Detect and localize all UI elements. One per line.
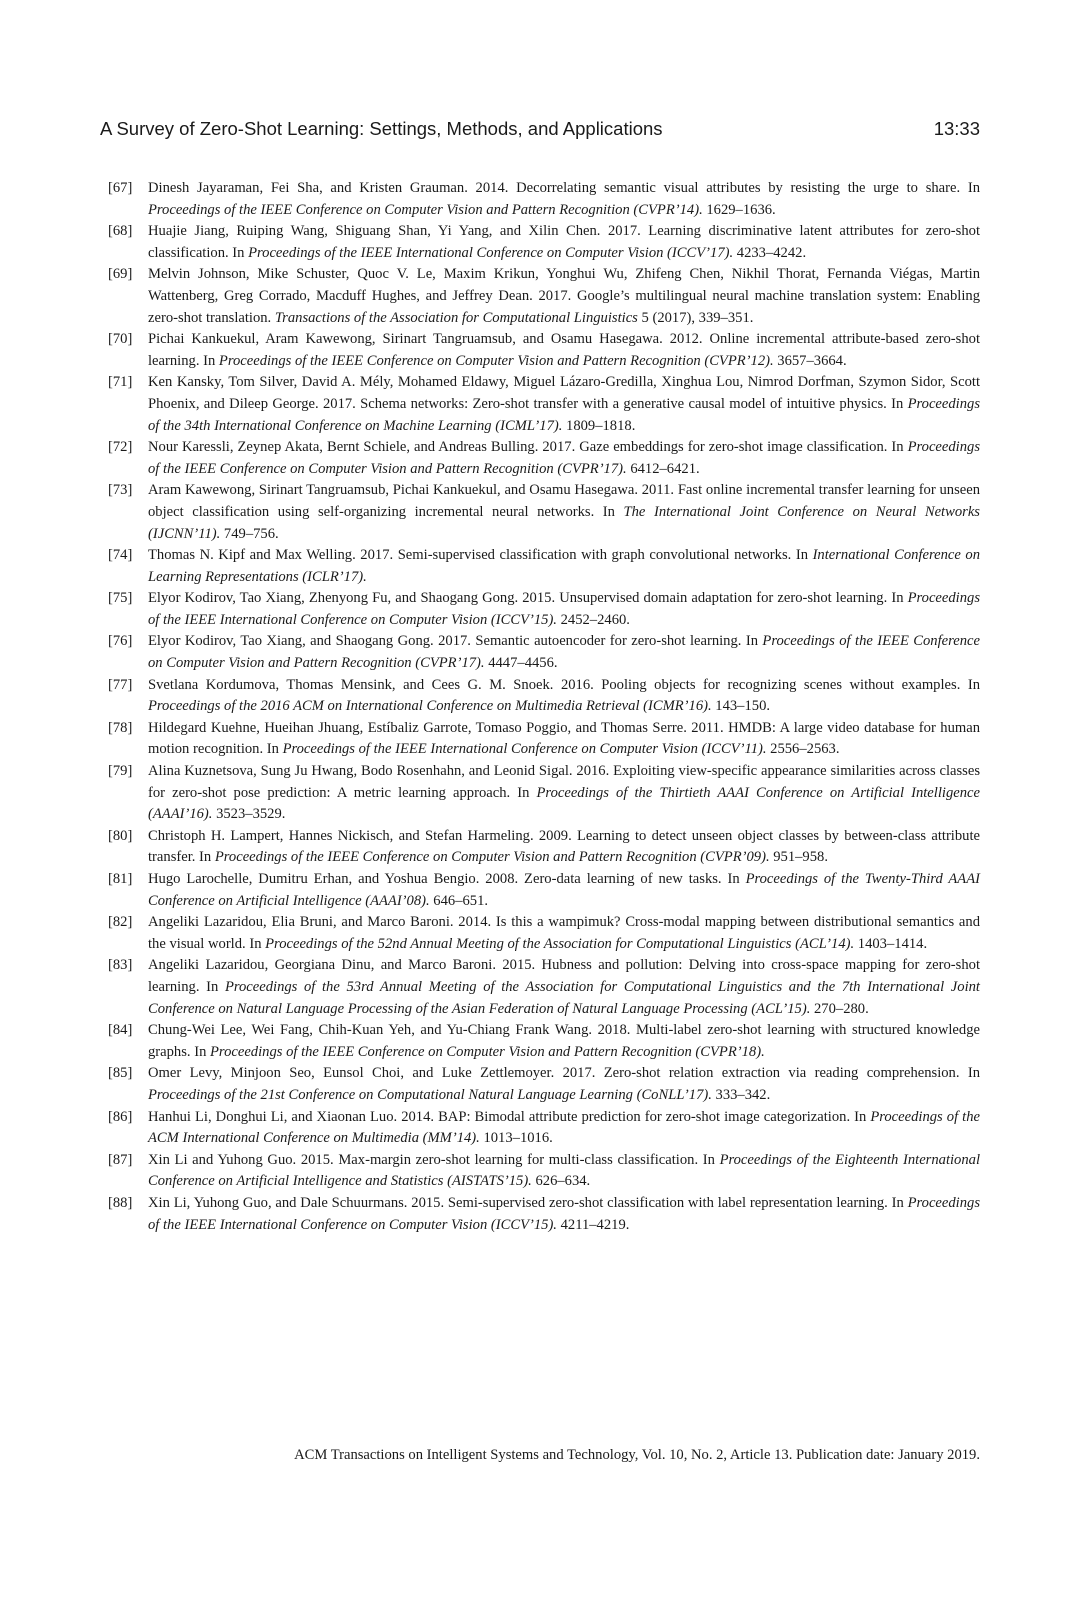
reference-item bbox=[108, 1193, 980, 1236]
reference-venue: Proceedings of the IEEE Conference on Computer Vision and Pattern Recognition (CVPR’12). bbox=[218, 352, 774, 369]
reference-pages: 2452–2460. bbox=[556, 611, 630, 628]
reference-text bbox=[148, 1020, 980, 1063]
reference-number: [78] bbox=[108, 719, 133, 736]
reference-pages: 749–756. bbox=[220, 525, 279, 542]
reference-pages: 951–958. bbox=[769, 849, 828, 866]
reference-pages: 6412–6421. bbox=[626, 460, 700, 477]
reference-venue: Proceedings of the IEEE Conference on Computer Vision and Pattern Recognition (CVPR’14). bbox=[148, 201, 703, 218]
page-number: 13:33 bbox=[933, 118, 980, 139]
reference-text bbox=[148, 631, 980, 674]
reference-text bbox=[148, 545, 980, 588]
reference-pages: 4447–4456. bbox=[484, 655, 558, 672]
reference-number: [81] bbox=[108, 871, 133, 887]
reference-authors-title: Hanhui Li, Donghui Li, and Xiaonan Luo. 2014. BAP: Bimodal attribute prediction for zero-shot image categorization. In bbox=[148, 1108, 871, 1125]
reference-authors-title: Christoph H. Lampert, Hannes Nickisch, and Stefan Harmeling. 2009. Learning to detect unseen object classes by between-class attribute transfer. In bbox=[148, 827, 980, 866]
reference-item bbox=[108, 437, 980, 480]
reference-item bbox=[108, 1150, 980, 1193]
reference-venue: Proceedings of the Thirtieth AAAI Conference on Artificial Intelligence (AAAI’16). bbox=[148, 784, 980, 823]
reference-venue: Proceedings of the ACM International Conference on Multimedia (MM’14). bbox=[148, 1108, 980, 1147]
reference-venue: Proceedings of the 2016 ACM on International Conference on Multimedia Retrieval (ICMR’16). bbox=[148, 698, 712, 715]
reference-venue: The International Joint Conference on Neural Networks (IJCNN’11). bbox=[148, 503, 980, 542]
reference-text bbox=[148, 912, 980, 955]
reference-authors-title: Aram Kawewong, Sirinart Tangruamsub, Pichai Kankuekul, and Osamu Hasegawa. 2011. Fast online incremental transfer learning for unseen object classification using self-organizing incremental neural networks. In bbox=[148, 482, 980, 520]
reference-venue: Proceedings of the IEEE International Conference on Computer Vision (ICCV’15). bbox=[148, 590, 980, 628]
reference-pages: 3523–3529. bbox=[212, 806, 286, 823]
reference-number: [67] bbox=[108, 180, 133, 196]
reference-number: [74] bbox=[108, 547, 133, 564]
reference-pages: 143–150. bbox=[711, 698, 771, 715]
reference-authors-title: Svetlana Kordumova, Thomas Mensink, and Cees G. M. Snoek. 2016. Pooling objects for recognizing scenes without examples. In bbox=[148, 676, 980, 693]
reference-number: [76] bbox=[108, 633, 133, 650]
reference-pages: 4233–4242. bbox=[733, 244, 807, 261]
running-header bbox=[100, 118, 980, 146]
reference-authors-title: Chung-Wei Lee, Wei Fang, Chih-Kuan Yeh, and Yu-Chiang Frank Wang. 2018. Multi-label zero-shot learning with structured knowledge graphs. In bbox=[148, 1022, 980, 1060]
reference-authors-title: Elyor Kodirov, Tao Xiang, Zhenyong Fu, and Shaogang Gong. 2015. Unsupervised domain adaptation for zero-shot learning. In bbox=[148, 590, 908, 607]
journal-footer: ACM Transactions on Intelligent Systems and Technology, Vol. 10, No. 2, Article 13. Publication date: January 2019. bbox=[294, 1447, 980, 1463]
reference-item bbox=[108, 718, 980, 761]
reference-item bbox=[108, 955, 980, 1020]
reference-pages: 5 (2017), 339–351. bbox=[637, 309, 754, 326]
reference-venue: Transactions of the Association for Computational Linguistics bbox=[274, 309, 638, 326]
reference-item bbox=[108, 869, 980, 912]
reference-pages: 3657–3664. bbox=[773, 352, 847, 369]
reference-number: [77] bbox=[108, 676, 133, 693]
reference-text bbox=[148, 1150, 980, 1193]
reference-number: [73] bbox=[108, 482, 133, 499]
reference-item bbox=[108, 826, 980, 869]
reference-venue: Proceedings of the IEEE Conference on Computer Vision and Pattern Recognition (CVPR’09). bbox=[214, 849, 770, 866]
reference-number: [80] bbox=[108, 827, 133, 844]
reference-text bbox=[148, 372, 980, 437]
reference-authors-title: Omer Levy, Minjoon Seo, Eunsol Choi, and Luke Zettlemoyer. 2017. Zero-shot relation extraction via reading comprehension. In bbox=[148, 1065, 980, 1082]
reference-venue: Proceedings of the IEEE Conference on Computer Vision and Pattern Recognition (CVPR’18). bbox=[210, 1043, 765, 1060]
reference-authors-title: Ken Kansky, Tom Silver, David A. Mély, Mohamed Eldawy, Miguel Lázaro-Gredilla, Xinghua Lou, Nimrod Dorfman, Szymon Sidor, Scott Phoenix, and Dileep George. 2017. Schema networks: Zero-shot transfer with a generative causal model of intuitive physics. In bbox=[148, 374, 980, 412]
reference-pages: 1809–1818. bbox=[562, 417, 636, 434]
reference-venue: International Conference on Learning Representations (ICLR’17). bbox=[148, 547, 981, 585]
reference-number: [86] bbox=[108, 1108, 133, 1125]
reference-venue: Proceedings of the IEEE International Conference on Computer Vision (ICCV’11). bbox=[282, 741, 767, 758]
reference-item bbox=[108, 329, 980, 372]
reference-authors-title: Huajie Jiang, Ruiping Wang, Shiguang Shan, Yi Yang, and Xilin Chen. 2017. Learning discriminative latent attributes for zero-shot classification. In bbox=[148, 223, 980, 261]
reference-authors-title: Xin Li and Yuhong Guo. 2015. Max-margin zero-shot learning for multi-class classification. In bbox=[148, 1151, 720, 1168]
reference-venue: Proceedings of the 52nd Annual Meeting of the Association for Computational Linguistics (ACL’14). bbox=[265, 935, 855, 952]
reference-text bbox=[148, 1107, 980, 1150]
reference-item bbox=[108, 1020, 980, 1063]
reference-pages: 1629–1636. bbox=[702, 201, 776, 218]
reference-text bbox=[148, 221, 980, 264]
reference-venue: Proceedings of the IEEE International Conference on Computer Vision (ICCV’17). bbox=[248, 244, 734, 261]
reference-pages: 646–651. bbox=[429, 892, 489, 909]
reference-venue: Proceedings of the 53rd Annual Meeting of the Association for Computational Linguistics and the 7th International Joint Conference on Natural Language Processing of the Asian Federation of Natural Language Processing (ACL’15). bbox=[148, 978, 980, 1017]
reference-authors-title: Xin Li, Yuhong Guo, and Dale Schuurmans. 2015. Semi-supervised zero-shot classification with label representation learning. In bbox=[148, 1194, 908, 1211]
reference-number: [82] bbox=[108, 914, 133, 931]
reference-venue: Proceedings of the IEEE Conference on Computer Vision and Pattern Recognition (CVPR’17). bbox=[148, 439, 980, 477]
reference-number: [84] bbox=[108, 1022, 133, 1039]
reference-text bbox=[148, 480, 980, 545]
reference-text bbox=[148, 1193, 980, 1236]
reference-authors-title: Hildegard Kuehne, Hueihan Jhuang, Estíbaliz Garrote, Tomaso Poggio, and Thomas Serre. 2011. HMDB: A large video database for human motion recognition. In bbox=[148, 719, 980, 758]
reference-item bbox=[108, 264, 980, 329]
reference-venue: Proceedings of the 21st Conference on Computational Natural Language Learning (CoNLL’17). bbox=[148, 1086, 712, 1103]
reference-item bbox=[108, 912, 980, 955]
reference-item bbox=[108, 221, 980, 264]
reference-number: [79] bbox=[108, 763, 133, 780]
reference-item bbox=[108, 1107, 980, 1150]
reference-authors-title: Thomas N. Kipf and Max Welling. 2017. Semi-supervised classification with graph convolutional networks. In bbox=[148, 547, 813, 564]
reference-text bbox=[148, 955, 980, 1020]
reference-venue: Proceedings of the IEEE Conference on Computer Vision and Pattern Recognition (CVPR’17). bbox=[148, 633, 981, 672]
reference-authors-title: Dinesh Jayaraman, Fei Sha, and Kristen Grauman. 2014. Decorrelating semantic visual attributes by resisting the urge to share. In bbox=[148, 180, 980, 196]
reference-item bbox=[108, 545, 980, 588]
reference-authors-title: Angeliki Lazaridou, Elia Bruni, and Marco Baroni. 2014. Is this a wampimuk? Cross-modal mapping between distributional semantics and the visual world. In bbox=[148, 914, 980, 952]
reference-venue: Proceedings of the Twenty-Third AAAI Conference on Artificial Intelligence (AAAI’08). bbox=[148, 871, 980, 909]
reference-authors-title: Hugo Larochelle, Dumitru Erhan, and Yoshua Bengio. 2008. Zero-data learning of new tasks. In bbox=[148, 871, 746, 887]
reference-pages: 1403–1414. bbox=[854, 935, 928, 952]
reference-number: [87] bbox=[108, 1151, 133, 1168]
reference-number: [69] bbox=[108, 266, 133, 283]
reference-text bbox=[148, 264, 980, 329]
reference-pages: 626–634. bbox=[531, 1173, 591, 1190]
reference-number: [72] bbox=[108, 439, 133, 456]
reference-venue: Proceedings of the 34th International Conference on Machine Learning (ICML’17). bbox=[148, 395, 980, 434]
reference-number: [68] bbox=[108, 223, 133, 240]
reference-text bbox=[148, 437, 980, 480]
reference-item bbox=[108, 480, 980, 545]
reference-text bbox=[148, 869, 980, 912]
reference-authors-title: Angeliki Lazaridou, Georgiana Dinu, and Marco Baroni. 2015. Hubness and pollution: Delving into cross-space mapping for zero-shot learning. In bbox=[148, 957, 980, 995]
reference-venue: Proceedings of the Eighteenth International Conference on Artificial Intelligence and Statistics (AISTATS’15). bbox=[148, 1151, 980, 1190]
reference-number: [75] bbox=[108, 590, 133, 607]
reference-text bbox=[148, 675, 980, 718]
reference-list bbox=[108, 178, 980, 1236]
reference-pages: 270–280. bbox=[810, 1000, 869, 1017]
reference-text bbox=[148, 718, 980, 761]
reference-text bbox=[148, 329, 980, 372]
reference-text bbox=[148, 588, 980, 631]
reference-item bbox=[108, 588, 980, 631]
reference-authors-title: Elyor Kodirov, Tao Xiang, and Shaogang Gong. 2017. Semantic autoencoder for zero-shot learning. In bbox=[148, 633, 763, 650]
reference-item bbox=[108, 178, 980, 221]
reference-number: [70] bbox=[108, 331, 133, 348]
reference-authors-title: Nour Karessli, Zeynep Akata, Bernt Schiele, and Andreas Bulling. 2017. Gaze embeddings for zero-shot image classification. In bbox=[148, 439, 908, 456]
reference-text bbox=[148, 761, 980, 826]
reference-text bbox=[148, 826, 980, 869]
reference-pages: 333–342. bbox=[711, 1086, 771, 1103]
reference-item bbox=[108, 761, 980, 826]
reference-authors-title: Melvin Johnson, Mike Schuster, Quoc V. Le, Maxim Krikun, Yonghui Wu, Zhifeng Chen, Nikhil Thorat, Fernanda Viégas, Martin Wattenberg, Greg Corrado, Macduff Hughes, and Jeffrey Dean. 2017. Google’s multilingual neural machine translation system: Enabling zero-shot translation. bbox=[148, 266, 980, 326]
reference-pages: 1013–1016. bbox=[479, 1130, 553, 1147]
reference-number: [83] bbox=[108, 957, 133, 974]
reference-venue: Proceedings of the IEEE International Conference on Computer Vision (ICCV’15). bbox=[148, 1194, 980, 1233]
reference-authors-title: Pichai Kankuekul, Aram Kawewong, Sirinart Tangruamsub, and Osamu Hasegawa. 2012. Online incremental attribute-based zero-shot learning. In bbox=[148, 331, 980, 369]
reference-pages: 2556–2563. bbox=[766, 741, 840, 758]
reference-item bbox=[108, 631, 980, 674]
reference-item bbox=[108, 1063, 980, 1106]
reference-pages: 4211–4219. bbox=[556, 1216, 630, 1233]
reference-number: [85] bbox=[108, 1065, 133, 1082]
running-title: A Survey of Zero-Shot Learning: Settings, Methods, and Applications bbox=[100, 118, 663, 139]
reference-number: [71] bbox=[108, 374, 133, 391]
reference-text bbox=[148, 1063, 980, 1106]
reference-text bbox=[148, 178, 980, 221]
reference-authors-title: Alina Kuznetsova, Sung Ju Hwang, Bodo Rosenhahn, and Leonid Sigal. 2016. Exploiting view-specific appearance similarities across classes for zero-shot pose prediction: A metric learning approach. In bbox=[148, 763, 980, 801]
reference-item bbox=[108, 675, 980, 718]
reference-number: [88] bbox=[108, 1194, 133, 1211]
reference-item bbox=[108, 372, 980, 437]
